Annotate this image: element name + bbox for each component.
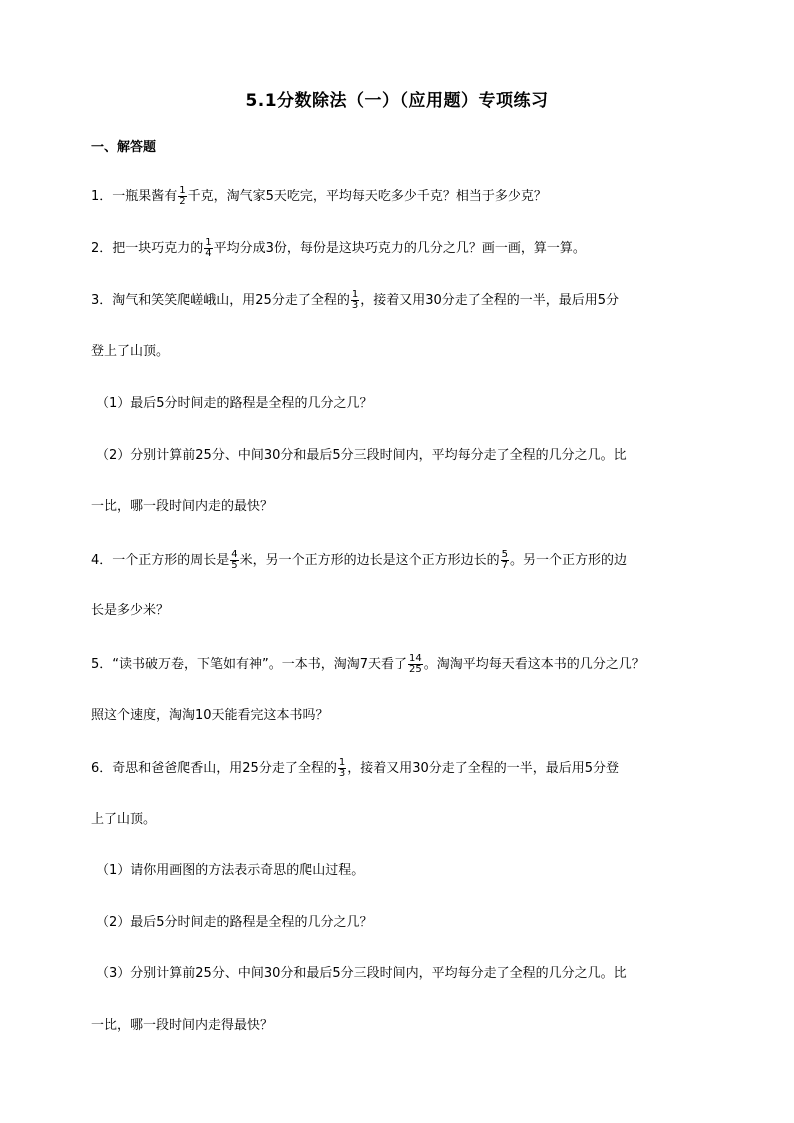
numerator: 1 xyxy=(351,289,359,300)
question-6 xyxy=(91,758,619,779)
denominator: 4 xyxy=(205,248,212,259)
page-title: 5.1分数除法（一）（应用题）专项练习 xyxy=(245,91,549,111)
question-text: 2．把一块巧克力的 xyxy=(91,241,204,256)
question-6-part-1: （1）请你用画图的方法表示奇思的爬山过程。 xyxy=(96,863,365,878)
numerator: 5 xyxy=(501,549,509,560)
denominator: 25 xyxy=(409,664,422,675)
question-6-part-3: （3）分别计算前25分、中间30分和最后5分三段时间内，平均每分走了全程的几分之几。比 xyxy=(96,966,627,981)
fraction xyxy=(408,654,423,675)
question-text: 1．一瓶果酱有 xyxy=(91,189,178,204)
question-6-part-2: （2）最后5分时间走的路程是全程的几分之几？ xyxy=(96,915,373,930)
denominator: 7 xyxy=(501,560,509,571)
question-text: 平均分成3份，每份是这块巧克力的几分之几？画一画，算一算。 xyxy=(213,241,586,256)
question-text: ，接着又用30分走了全程的一半，最后用5分 xyxy=(360,293,620,308)
question-5-continued: 照这个速度，淘淘10天能看完这本书吗？ xyxy=(91,708,329,723)
question-text: 6．奇思和爸爸爬香山，用25分走了全程的 xyxy=(91,761,337,776)
question-4-continued: 长是多少米？ xyxy=(91,603,170,618)
numerator: 4 xyxy=(231,549,238,560)
fraction xyxy=(338,758,346,779)
numerator: 1 xyxy=(179,185,186,196)
section-heading: 一、解答题 xyxy=(91,140,157,155)
denominator: 2 xyxy=(179,196,186,207)
question-4 xyxy=(91,550,627,571)
question-text: 3．淘气和笑笑爬嵯峨山，用25分走了全程的 xyxy=(91,293,350,308)
question-text: 米，另一个正方形的边长是这个正方形边长的 xyxy=(239,553,500,568)
question-3 xyxy=(91,290,619,311)
question-6-part-3-continued: 一比，哪一段时间内走得最快？ xyxy=(91,1018,274,1033)
question-text: 5．“读书破万卷，下笔如有神”。一本书，淘淘7天看了 xyxy=(91,657,408,672)
question-3-part-1: （1）最后5分时间走的路程是全程的几分之几？ xyxy=(96,396,373,411)
fraction xyxy=(351,290,359,311)
denominator: 3 xyxy=(351,300,359,311)
question-text: 千克，淘气家5天吃完，平均每天吃多少千克？相当于多少克？ xyxy=(187,189,547,204)
numerator: 1 xyxy=(205,237,212,248)
question-3-continued: 登上了山顶。 xyxy=(91,344,170,359)
question-text: ，接着又用30分走了全程的一半，最后用5分登 xyxy=(347,761,620,776)
question-text: 。另一个正方形的边 xyxy=(510,553,628,568)
fraction xyxy=(204,238,212,259)
fraction xyxy=(178,186,186,207)
fraction xyxy=(230,550,238,571)
denominator: 5 xyxy=(231,560,238,571)
question-text: 4．一个正方形的周长是 xyxy=(91,553,230,568)
question-3-part-2: （2）分别计算前25分、中间30分和最后5分三段时间内，平均每分走了全程的几分之几。比 xyxy=(96,448,627,463)
question-1 xyxy=(91,186,547,207)
numerator: 1 xyxy=(338,757,346,768)
numerator: 14 xyxy=(409,653,422,664)
question-5 xyxy=(91,654,645,675)
question-2 xyxy=(91,238,586,259)
question-6-continued: 上了山顶。 xyxy=(91,812,157,827)
question-3-part-2-continued: 一比，哪一段时间内走的最快？ xyxy=(91,499,274,514)
fraction xyxy=(501,550,509,571)
question-text: 。淘淘平均每天看这本书的几分之几？ xyxy=(423,657,645,672)
denominator: 3 xyxy=(338,768,346,779)
